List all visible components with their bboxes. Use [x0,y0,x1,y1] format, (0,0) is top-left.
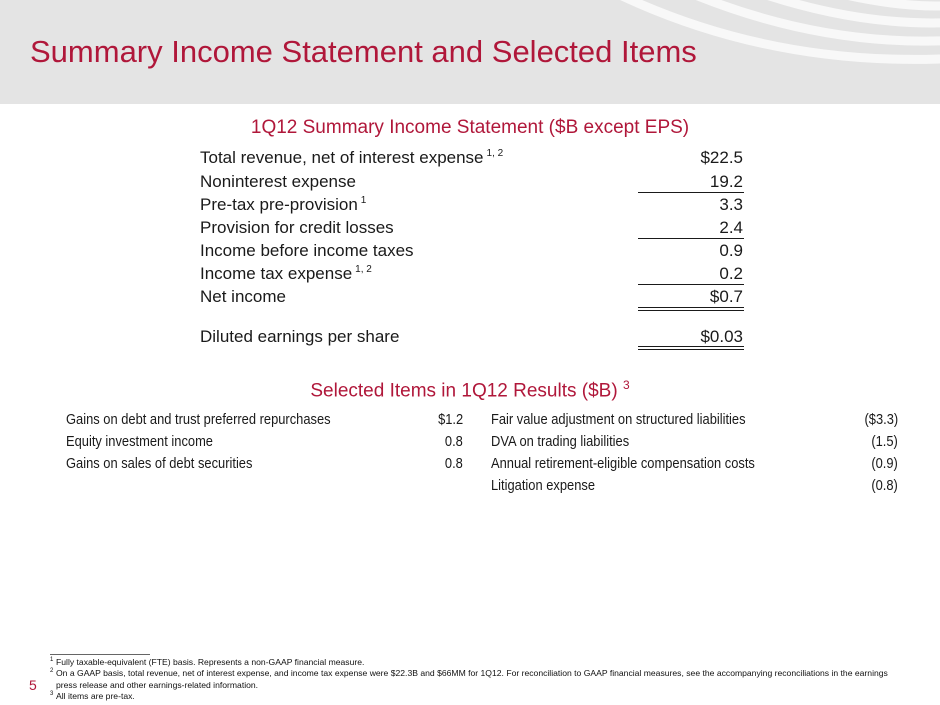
row-value: 19.2 [709,172,743,191]
income-row-income-before-taxes [200,241,745,264]
footnotes [50,657,910,702]
selected-item-left-label: Gains on debt and trust preferred repurchases [66,411,331,428]
row-label: Diluted earnings per share [200,327,400,346]
selected-item-right-label: DVA on trading liabilities [491,433,630,450]
selected-item-left-label: Equity investment income [66,433,213,450]
subtotal-rule [638,192,744,193]
income-row-pretax-preprovision [200,195,745,218]
selected-item-right-value: (1.5) [871,433,898,450]
income-row-total-revenue [200,148,745,171]
footnote-mark: 1 [50,657,54,663]
footnote-text: On a GAAP basis, total revenue, net of interest expense, and income tax expense were $22.3B and $66MM for 1Q12. For reconciliation to GAAP financial measures, see the accompanying reconciliations in the earnings press release and other earnings-related information. [56,668,888,690]
footnote-text: All items are pre-tax. [56,690,135,701]
row-value: $22.5 [700,148,743,167]
row-label: Total revenue, net of interest expense [200,148,484,167]
total-double-rule [638,346,744,350]
row-label: Noninterest expense [200,172,356,191]
slide-title: Summary Income Statement and Selected Items [30,34,697,69]
row-value: $0.03 [700,327,743,346]
selected-item-left-value: 0.8 [445,455,463,472]
footnote-ref: 1 [360,195,367,206]
row-label: Net income [200,287,286,306]
row-value: $0.7 [709,287,743,306]
selected-item-left-label: Gains on sales of debt securities [66,455,253,472]
footnote [50,657,910,668]
row-value: 0.2 [719,264,743,283]
subtotal-rule [638,284,744,285]
footnote [50,668,910,691]
footnote-mark: 2 [50,668,54,675]
total-double-rule [638,307,744,311]
footnote-ref: 1, 2 [486,148,504,159]
footnote-ref: 3 [622,378,630,392]
row-label: Provision for credit losses [200,218,394,237]
footnote-text: Fully taxable-equivalent (FTE) basis. Represents a non-GAAP financial measure. [56,657,365,667]
selected-item-left-value: $1.2 [437,411,463,428]
selected-item-left-value: 0.8 [445,433,463,450]
income-statement-title: 1Q12 Summary Income Statement ($B except EPS) [250,117,690,138]
selected-item-right-label: Annual retirement-eligible compensation costs [491,455,755,472]
row-value: 3.3 [719,195,743,214]
footnote [50,691,910,702]
subtotal-rule [638,238,744,239]
selected-items-title-text: Selected Items in 1Q12 Results ($B) [310,380,618,402]
row-label: Pre-tax pre-provision [200,195,358,214]
row-label: Income before income taxes [200,241,414,260]
row-label: Income tax expense [200,264,353,283]
footnote-divider [50,654,150,655]
row-value: 2.4 [719,218,743,237]
selected-item-right-label: Litigation expense [491,477,596,494]
selected-items-title [0,378,940,402]
selected-item-right-label: Fair value adjustment on structured liabilities [491,411,746,428]
footnote-mark: 3 [50,690,54,697]
footnote-ref: 1, 2 [355,264,372,275]
page-number: 5 [29,677,37,693]
selected-item-right-value: (0.9) [871,455,898,472]
selected-item-right-value: (0.8) [871,477,898,494]
selected-item-right-value: ($3.3) [864,411,898,428]
row-value: 0.9 [719,241,743,260]
